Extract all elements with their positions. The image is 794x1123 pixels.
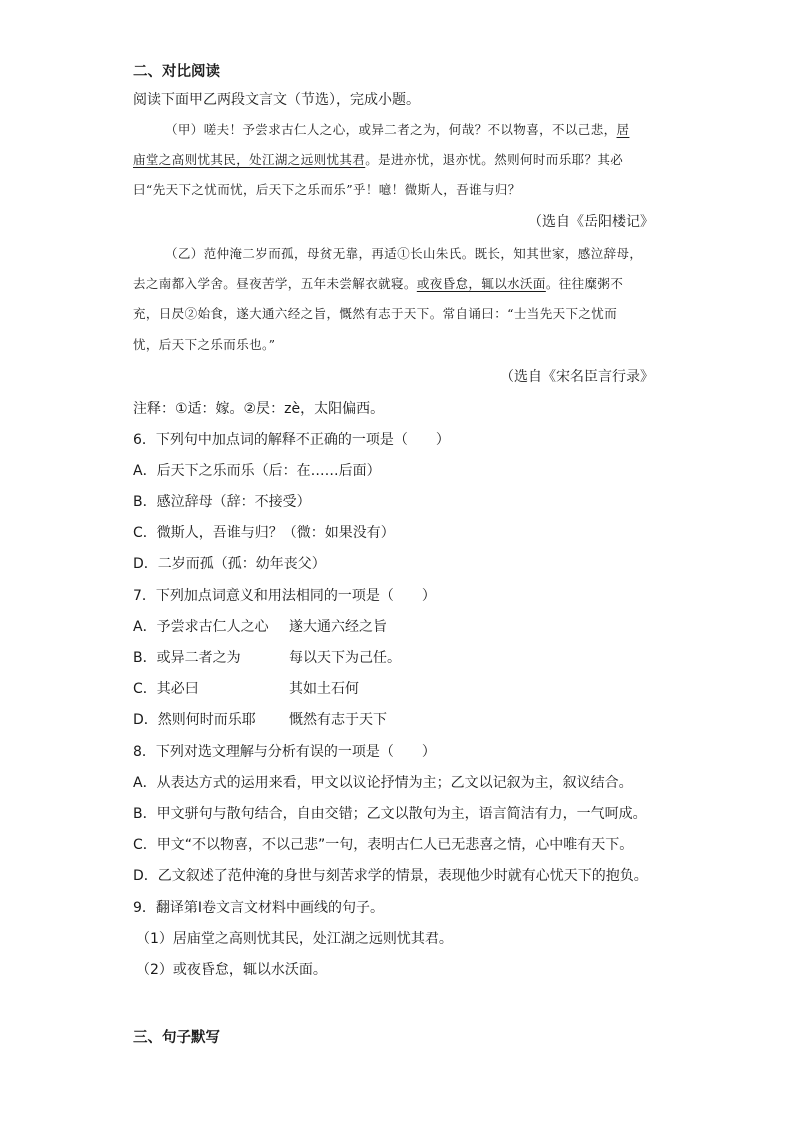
underlined-sentence: 庙堂之高则忧其民，处江湖之远则忧其君 [133,152,366,167]
question-9-stem: 9．翻译第Ⅰ卷文言文材料中画线的句子。 [133,900,385,916]
option-right: 每以天下为己任。 [289,650,401,666]
option-left: A．予尝求古仁人之心 [133,619,269,635]
option-left: D．然则何时而乐耶 [133,712,256,728]
passage-b-text: 。往往糜粥不 [545,276,624,291]
question-7-row [133,710,533,730]
passage-b-source: （选自《宋名臣言行录》 [500,369,654,385]
section2-title: 二、对比阅读 [133,64,220,80]
section3-title: 三、句子默写 [133,1030,220,1046]
option-right: 其如土石何 [289,681,359,697]
passage-a-source: （选自《岳阳楼记》 [528,214,654,230]
question-8-option: D．乙文叙述了范仲淹的身世与刻苦求学的情景，表现他少时就有心忧天下的抱负。 [133,868,648,884]
annotation-note: 注释：①适：嫁。②昃：zè，太阳偏西。 [133,401,385,417]
question-7-row [133,648,533,668]
passage-a-line-2 [133,150,623,170]
question-7-stem: 7．下列加点词意义和用法相同的一项是（ ） [133,588,436,604]
option-left: B．或异二者之为 [133,650,241,666]
underlined-sentence: 居 [616,122,630,137]
question-9-item: （2）或夜昏怠，辄以水沃面。 [136,962,327,978]
passage-a-line-3: 曰“先天下之忧而忧，后天下之乐而乐”乎！噫！微斯人，吾谁与归？ [133,182,521,197]
passage-a-text: （甲）嗟夫！予尝求古仁人之心，或异二者之为，何哉？不以物喜，不以己悲， [165,122,617,137]
question-7-row [133,679,533,699]
question-9-item: （1）居庙堂之高则忧其民，处江湖之远则忧其君。 [136,931,453,947]
passage-b-text: 去之南都入学舍。昼夜苦学，五年未尝解衣就寝。 [133,276,417,291]
question-8-stem: 8．下列对选文理解与分析有误的一项是（ ） [133,744,436,760]
question-6-stem: 6．下列句中加点词的解释不正确的一项是（ ） [133,432,450,448]
underlined-sentence: 或夜昏怠，辄以水沃面 [416,276,546,291]
option-left: C．其必曰 [133,681,199,697]
passage-a-line-1 [165,120,629,140]
question-7-row [133,617,533,637]
option-right: 遂大通六经之旨 [289,619,387,635]
question-6-option: D．二岁而孤（孤：幼年丧父） [133,556,326,572]
passage-b-line-3: 充，日昃②始食，遂大通六经之旨，慨然有志于天下。常自诵曰：“士当先天下之忧而 [133,306,618,321]
question-6-option: B．感泣辞母（辞：不接受） [133,494,311,510]
question-8-option: A．从表达方式的运用来看，甲文以议论抒情为主；乙文以记叙为主，叙议结合。 [133,775,633,791]
passage-b-line-4: 忧，后天下之乐而乐也。” [133,337,276,352]
passage-a-text: 。是进亦忧，退亦忧。然则何时而乐耶？其必 [365,152,624,167]
passage-b-line-2 [133,274,623,294]
question-8-option: C．甲文“不以物喜，不以己悲”一句，表明古仁人已无悲喜之情，心中唯有天下。 [133,837,634,853]
passage-b-line-1: （乙）范仲淹二岁而孤，母贫无靠，再适①长山朱氏。既长，知其世家，感泣辞母， [165,246,643,261]
option-right: 慨然有志于天下 [289,712,387,728]
question-6-option: C．微斯人，吾谁与归？（微：如果没有） [133,525,395,541]
question-6-option: A．后天下之乐而乐（后：在……后面） [133,463,381,479]
question-8-option: B．甲文骈句与散句结合，自由交错；乙文以散句为主，语言简洁有力，一气呵成。 [133,806,647,822]
instruction: 阅读下面甲乙两段文言文（节选），完成小题。 [133,92,420,108]
